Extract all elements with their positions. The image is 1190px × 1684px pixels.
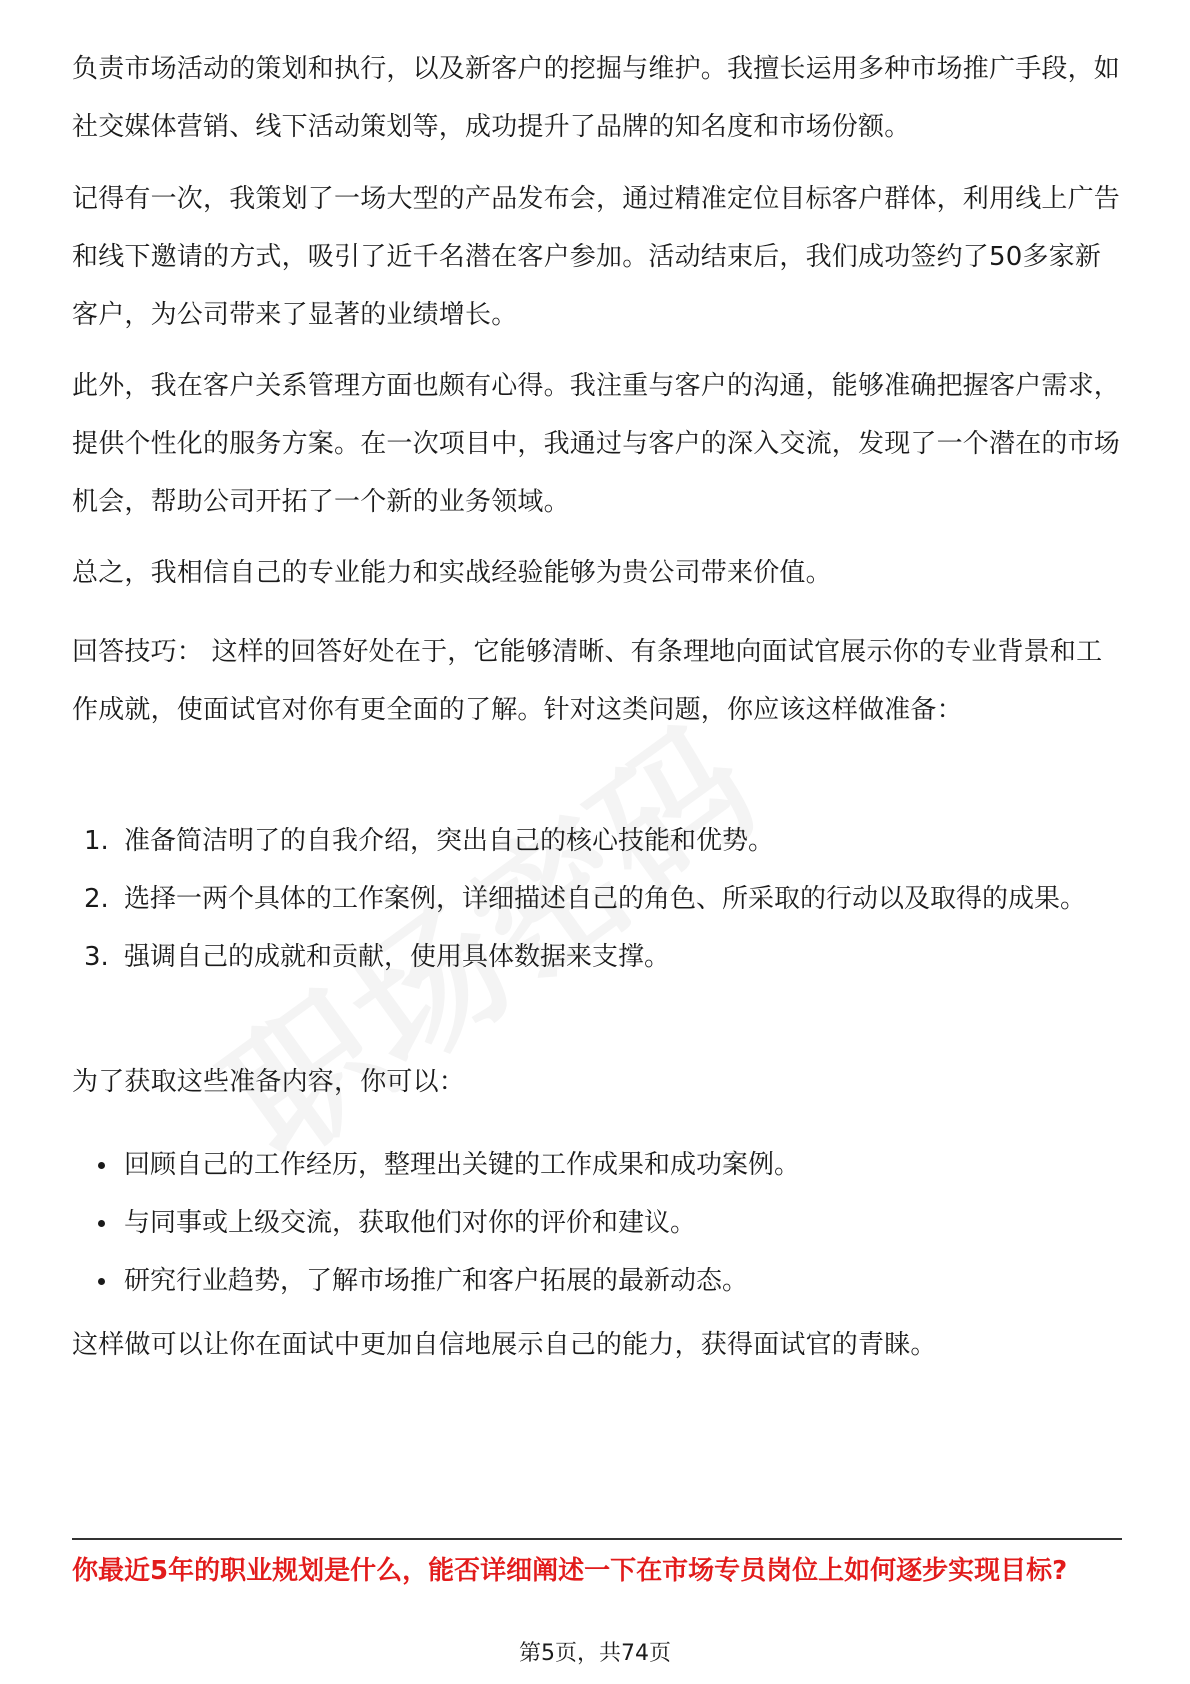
list-item-text: 回顾自己的工作经历，整理出关键的工作成果和成功案例。 bbox=[124, 1150, 801, 1180]
paragraph-client-relations: 此外，我在客户关系管理方面也颇有心得。我注重与客户的沟通，能够准确把握客户需求，提供个性化的服务方案。在一次项目中，我通过与客户的深入交流，发现了一个潜在的市场机会，帮助公司开拓了一个新的业务领域。 bbox=[72, 371, 1121, 517]
list-number: 1. bbox=[84, 826, 109, 856]
paragraph-answer-tips: 回答技巧： 这样的回答好处在于，它能够清晰、有条理地向面试官展示你的专业背景和工作成就，使面试官对你有更全面的了解。针对这类问题，你应该这样做准备： bbox=[72, 637, 1103, 725]
document-page bbox=[72, 0, 1122, 1684]
next-question-heading: 你最近5年的职业规划是什么，能否详细阐述一下在市场专员岗位上如何逐步实现目标? bbox=[72, 1556, 1068, 1586]
page-number: 第5页，共74页 bbox=[519, 1641, 671, 1666]
list-item-text: 强调自己的成就和贡献，使用具体数据来支撑。 bbox=[124, 942, 671, 972]
list-item bbox=[72, 812, 1122, 870]
bullet-icon bbox=[98, 1278, 105, 1285]
bullet-icon bbox=[98, 1220, 105, 1227]
list-item bbox=[72, 1252, 1122, 1310]
list-number: 2. bbox=[84, 884, 109, 914]
list-number: 3. bbox=[84, 942, 109, 972]
list-item-text: 选择一两个具体的工作案例，详细描述自己的角色、所采取的行动以及取得的成果。 bbox=[124, 884, 1087, 914]
list-item bbox=[72, 928, 1122, 986]
section-divider bbox=[72, 1538, 1122, 1540]
bullet-icon bbox=[98, 1162, 105, 1169]
list-item bbox=[72, 1194, 1122, 1252]
paragraph-launch-event: 记得有一次，我策划了一场大型的产品发布会，通过精准定位目标客户群体，利用线上广告和线下邀请的方式，吸引了近千名潜在客户参加。活动结束后，我们成功签约了50多家新客户，为公司带来了显著的业绩增长。 bbox=[72, 184, 1121, 330]
list-item bbox=[72, 870, 1122, 928]
list-item-text: 与同事或上级交流，获取他们对你的评价和建议。 bbox=[124, 1208, 697, 1238]
paragraph-preparation-intro: 为了获取这些准备内容，你可以： bbox=[72, 1067, 466, 1097]
list-item-text: 准备简洁明了的自我介绍，突出自己的核心技能和优势。 bbox=[124, 826, 775, 856]
bullet-list bbox=[72, 1136, 1122, 1310]
list-item-text: 研究行业趋势，了解市场推广和客户拓展的最新动态。 bbox=[124, 1266, 749, 1296]
paragraph-conclusion: 这样做可以让你在面试中更加自信地展示自己的能力，获得面试官的青睐。 bbox=[72, 1330, 937, 1360]
numbered-list bbox=[72, 812, 1122, 986]
list-item bbox=[72, 1136, 1122, 1194]
paragraph-summary: 总之，我相信自己的专业能力和实战经验能够为贵公司带来价值。 bbox=[72, 558, 832, 588]
paragraph-experience: 负责市场活动的策划和执行，以及新客户的挖掘与维护。我擅长运用多种市场推广手段，如社交媒体营销、线下活动策划等，成功提升了品牌的知名度和市场份额。 bbox=[72, 54, 1121, 142]
